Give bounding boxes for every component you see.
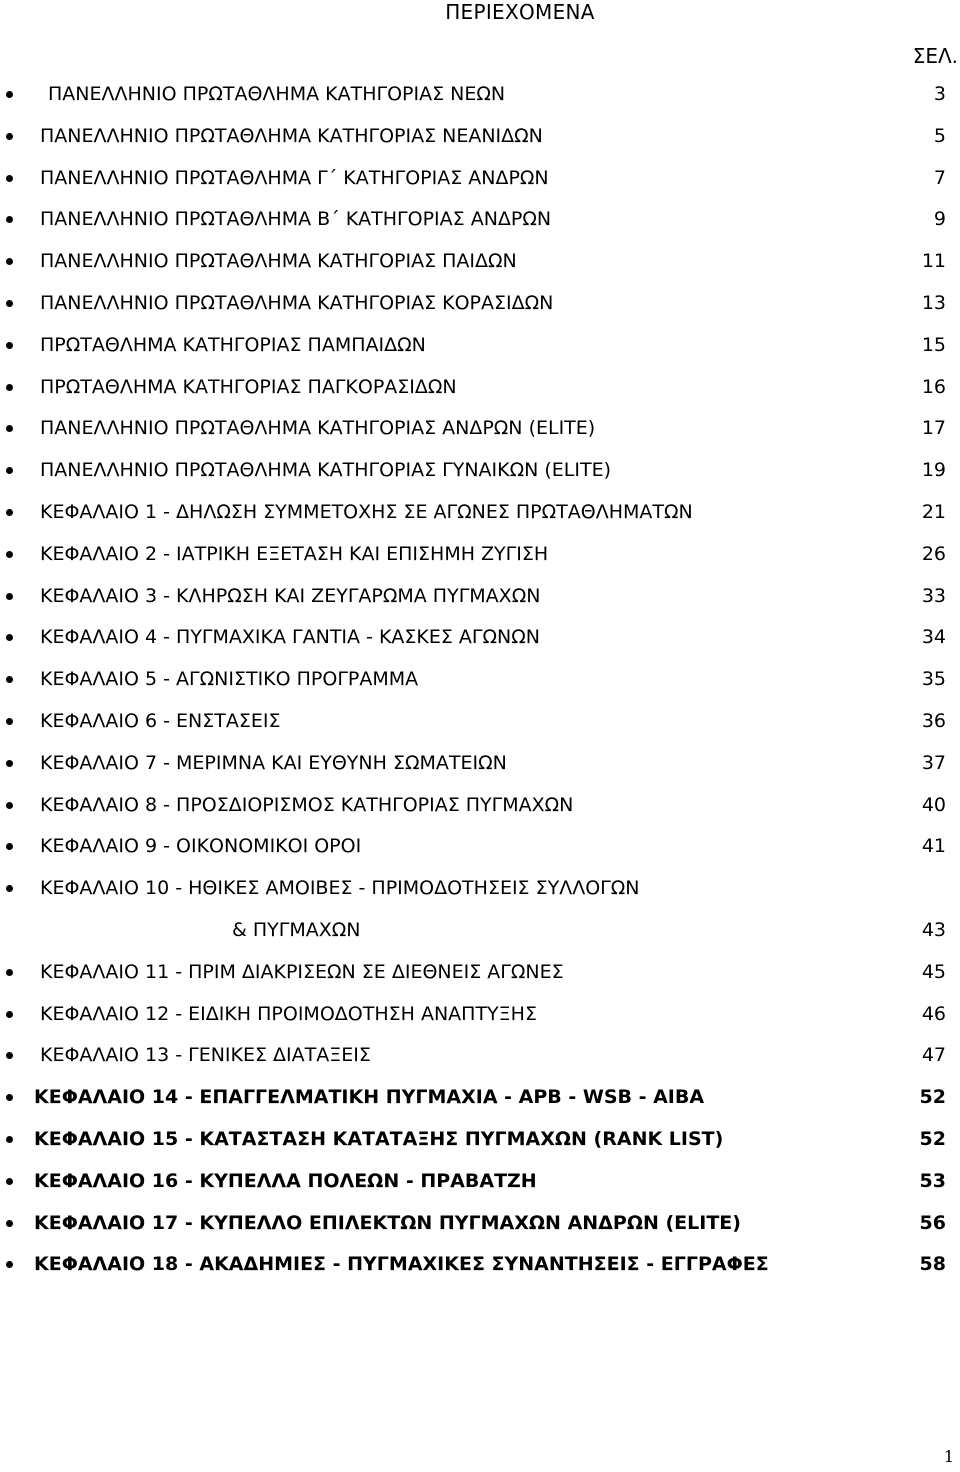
toc-entry-page-number: 11 xyxy=(921,250,946,273)
toc-entry-page-number: 26 xyxy=(921,542,946,565)
toc-entry xyxy=(0,1252,960,1294)
toc-entry-page-number: 33 xyxy=(921,584,946,607)
bullet-icon xyxy=(6,593,13,600)
toc-entry xyxy=(0,166,960,208)
toc-entry-title: ΠΑΝΕΛΛΗΝΙΟ ΠΡΩΤΑΘΛΗΜΑ ΚΑΤΗΓΟΡΙΑΣ ΝΕΩΝ xyxy=(48,83,506,105)
toc-entry xyxy=(0,584,960,626)
toc-entry-title: ΠΑΝΕΛΛΗΝΙΟ ΠΡΩΤΑΘΛΗΜΑ ΚΑΤΗΓΟΡΙΑΣ ΓΥΝΑΙΚΩΝ (ELITE) xyxy=(40,459,611,482)
bullet-icon xyxy=(6,718,13,725)
toc-entry xyxy=(0,1211,960,1253)
toc-entry-page-number: 37 xyxy=(921,751,946,774)
bullet-icon xyxy=(6,760,13,767)
bullet-icon xyxy=(6,1011,13,1018)
toc-entry-title: ΠΑΝΕΛΛΗΝΙΟ ΠΡΩΤΑΘΛΗΜΑ ΚΑΤΗΓΟΡΙΑΣ ΚΟΡΑΣΙΔΩΝ xyxy=(40,291,554,314)
toc-entry-title: ΚΕΦΑΛΑΙΟ 9 - ΟΙΚΟΝΟΜΙΚΟΙ ΟΡΟΙ xyxy=(40,835,362,858)
toc-entry-page-number: 5 xyxy=(933,124,946,147)
toc-entry-page-number: 56 xyxy=(919,1211,946,1234)
table-of-contents xyxy=(0,82,960,1294)
toc-entry-page-number: 19 xyxy=(921,459,946,482)
toc-entry-page-number: 58 xyxy=(919,1253,946,1276)
toc-entry-title: ΠΑΝΕΛΛΗΝΙΟ ΠΡΩΤΑΘΛΗΜΑ ΚΑΤΗΓΟΡΙΑΣ ΑΝΔΡΩΝ (ELITE) xyxy=(40,417,596,440)
toc-entry-title: ΚΕΦΑΛΑΙΟ 7 - ΜΕΡΙΜΝΑ ΚΑΙ ΕΥΘΥΝΗ ΣΩΜΑΤΕΙΩΝ xyxy=(40,751,507,774)
bullet-icon xyxy=(6,175,13,182)
page-column-header: ΣΕΛ. xyxy=(912,44,958,68)
toc-entry-title: ΚΕΦΑΛΑΙΟ 5 - ΑΓΩΝΙΣΤΙΚΟ ΠΡΟΓΡΑΜΜΑ xyxy=(40,668,419,691)
bullet-icon xyxy=(6,1220,13,1227)
bullet-icon xyxy=(6,1136,13,1143)
toc-entry xyxy=(0,1169,960,1211)
toc-entry xyxy=(0,793,960,835)
toc-entry-page-number: 17 xyxy=(921,417,946,440)
toc-entry-page-number: 21 xyxy=(921,500,946,523)
toc-entry-page-number: 45 xyxy=(921,960,946,983)
toc-entry-title: ΠΡΩΤΑΘΛΗΜΑ ΚΑΤΗΓΟΡΙΑΣ ΠΑΓΚΟΡΑΣΙΔΩΝ xyxy=(40,375,457,398)
toc-entry-page-number: 35 xyxy=(921,668,946,691)
toc-entry-page-number: 13 xyxy=(921,291,946,314)
toc-entry xyxy=(0,291,960,333)
toc-entry xyxy=(0,625,960,667)
bullet-icon xyxy=(6,969,13,976)
toc-entry-page-number: 47 xyxy=(921,1044,946,1067)
toc-entry xyxy=(0,667,960,709)
toc-entry-title: ΠΑΝΕΛΛΗΝΙΟ ΠΡΩΤΑΘΛΗΜΑ ΚΑΤΗΓΟΡΙΑΣ ΠΑΙΔΩΝ xyxy=(40,250,517,273)
toc-entry xyxy=(0,1085,960,1127)
bullet-icon xyxy=(6,216,13,223)
toc-entry-title: ΠΑΝΕΛΛΗΝΙΟ ΠΡΩΤΑΘΛΗΜΑ Β΄ ΚΑΤΗΓΟΡΙΑΣ ΑΝΔΡΩΝ xyxy=(40,208,552,231)
toc-entry-page-number: 43 xyxy=(921,919,946,942)
toc-entry xyxy=(0,207,960,249)
bullet-icon xyxy=(6,342,13,349)
toc-entry xyxy=(0,542,960,584)
toc-entry xyxy=(0,124,960,166)
toc-entry-title: ΚΕΦΑΛΑΙΟ 15 - ΚΑΤΑΣΤΑΣΗ ΚΑΤΑΤΑΞΗΣ ΠΥΓΜΑΧΩΝ (RANK LIST) xyxy=(34,1127,724,1150)
toc-entry-title: ΚΕΦΑΛΑΙΟ 1 - ΔΗΛΩΣΗ ΣΥΜΜΕΤΟΧΗΣ ΣΕ ΑΓΩΝΕΣ ΠΡΩΤΑΘΛΗΜΑΤΩΝ xyxy=(40,500,693,523)
toc-entry xyxy=(0,876,960,960)
toc-entry-title: ΚΕΦΑΛΑΙΟ 16 - ΚΥΠΕΛΛΑ ΠΟΛΕΩΝ - ΠΡΑΒΑΤΖΗ xyxy=(34,1169,537,1192)
toc-entry xyxy=(0,249,960,291)
toc-entry-title: ΠΑΝΕΛΛΗΝΙΟ ΠΡΩΤΑΘΛΗΜΑ Γ΄ ΚΑΤΗΓΟΡΙΑΣ ΑΝΔΡΩΝ xyxy=(40,166,549,189)
page-title: ΠΕΡΙΕΧΟΜΕΝΑ xyxy=(445,0,595,24)
toc-entry-page-number: 34 xyxy=(921,626,946,649)
toc-entry-page-number: 15 xyxy=(921,333,946,356)
toc-entry xyxy=(0,458,960,500)
toc-entry-page-number: 40 xyxy=(921,793,946,816)
bullet-icon xyxy=(6,843,13,850)
bullet-icon xyxy=(6,509,13,516)
toc-entry xyxy=(0,333,960,375)
bullet-icon xyxy=(6,425,13,432)
bullet-icon xyxy=(6,634,13,641)
toc-entry-title: ΚΕΦΑΛΑΙΟ 8 - ΠΡΟΣΔΙΟΡΙΣΜΟΣ ΚΑΤΗΓΟΡΙΑΣ ΠΥΓΜΑΧΩΝ xyxy=(40,793,574,816)
bullet-icon xyxy=(6,384,13,391)
toc-entry xyxy=(0,709,960,751)
bullet-icon xyxy=(6,258,13,265)
toc-entry-title: ΚΕΦΑΛΑΙΟ 3 - ΚΛΗΡΩΣΗ ΚΑΙ ΖΕΥΓΑΡΩΜΑ ΠΥΓΜΑΧΩΝ xyxy=(40,584,541,607)
toc-entry-title: ΚΕΦΑΛΑΙΟ 6 - ΕΝΣΤΑΣΕΙΣ xyxy=(40,709,281,732)
bullet-icon xyxy=(6,300,13,307)
toc-entry-page-number: 52 xyxy=(919,1086,946,1109)
bullet-icon xyxy=(6,1094,13,1101)
bullet-icon xyxy=(6,802,13,809)
toc-entry-title: ΚΕΦΑΛΑΙΟ 11 - ΠΡΙΜ ΔΙΑΚΡΙΣΕΩΝ ΣΕ ΔΙΕΘΝΕΙΣ ΑΓΩΝΕΣ xyxy=(40,960,564,983)
toc-entry-title: ΚΕΦΑΛΑΙΟ 18 - ΑΚΑΔΗΜΙΕΣ - ΠΥΓΜΑΧΙΚΕΣ ΣΥΝΑΝΤΗΣΕΙΣ - ΕΓΓΡΑΦΕΣ xyxy=(34,1253,769,1276)
toc-entry xyxy=(0,960,960,1002)
bullet-icon xyxy=(6,1178,13,1185)
bullet-icon xyxy=(6,91,13,98)
bullet-icon xyxy=(6,467,13,474)
toc-entry xyxy=(0,500,960,542)
footer-page-number: 1 xyxy=(943,1447,954,1466)
toc-entry xyxy=(0,1127,960,1169)
bullet-icon xyxy=(6,551,13,558)
toc-entry xyxy=(0,1002,960,1044)
toc-entry-page-number: 9 xyxy=(933,208,946,231)
toc-entry-title: ΚΕΦΑΛΑΙΟ 13 - ΓΕΝΙΚΕΣ ΔΙΑΤΑΞΕΙΣ xyxy=(40,1044,371,1067)
toc-entry-page-number: 7 xyxy=(933,166,946,189)
toc-entry xyxy=(0,751,960,793)
toc-entry-title: ΚΕΦΑΛΑΙΟ 17 - ΚΥΠΕΛΛΟ ΕΠΙΛΕΚΤΩΝ ΠΥΓΜΑΧΩΝ ΑΝΔΡΩΝ (ELITE) xyxy=(34,1211,741,1234)
toc-entry-title: ΠΡΩΤΑΘΛΗΜΑ ΚΑΤΗΓΟΡΙΑΣ ΠΑΜΠΑΙΔΩΝ xyxy=(40,333,426,356)
bullet-icon xyxy=(6,676,13,683)
toc-entry-title: ΚΕΦΑΛΑΙΟ 4 - ΠΥΓΜΑΧΙΚΑ ΓΑΝΤΙΑ - ΚΑΣΚΕΣ ΑΓΩΝΩΝ xyxy=(40,626,540,649)
toc-entry-title: ΠΑΝΕΛΛΗΝΙΟ ΠΡΩΤΑΘΛΗΜΑ ΚΑΤΗΓΟΡΙΑΣ ΝΕΑΝΙΔΩΝ xyxy=(40,124,543,147)
toc-entry xyxy=(0,82,960,124)
toc-entry xyxy=(0,375,960,417)
bullet-icon xyxy=(6,1052,13,1059)
toc-entry-title-continuation: & ΠΥΓΜΑΧΩΝ xyxy=(232,919,361,942)
toc-entry xyxy=(0,1043,960,1085)
toc-entry-page-number: 16 xyxy=(921,375,946,398)
bullet-icon xyxy=(6,1261,13,1268)
toc-entry-page-number: 52 xyxy=(919,1127,946,1150)
bullet-icon xyxy=(6,133,13,140)
toc-entry-page-number: 3 xyxy=(933,83,946,105)
toc-entry-title: ΚΕΦΑΛΑΙΟ 12 - ΕΙΔΙΚΗ ΠΡΟΙΜΟΔΟΤΗΣΗ ΑΝΑΠΤΥΞΗΣ xyxy=(40,1002,537,1025)
toc-entry-page-number: 53 xyxy=(919,1169,946,1192)
toc-entry-page-number: 46 xyxy=(921,1002,946,1025)
toc-entry-title: ΚΕΦΑΛΑΙΟ 2 - ΙΑΤΡΙΚΗ ΕΞΕΤΑΣΗ ΚΑΙ ΕΠΙΣΗΜΗ ΖΥΓΙΣΗ xyxy=(40,542,549,565)
toc-entry xyxy=(0,416,960,458)
toc-entry-page-number: 41 xyxy=(921,835,946,858)
bullet-icon xyxy=(6,885,13,892)
toc-entry-title: ΚΕΦΑΛΑΙΟ 10 - ΗΘΙΚΕΣ ΑΜΟΙΒΕΣ - ΠΡΙΜΟΔΟΤΗΣΕΙΣ ΣΥΛΛΟΓΩΝ xyxy=(40,877,640,900)
toc-entry-title: ΚΕΦΑΛΑΙΟ 14 - ΕΠΑΓΓΕΛΜΑΤΙΚΗ ΠΥΓΜΑΧΙΑ - APB - WSB - AIBA xyxy=(34,1086,705,1109)
toc-entry xyxy=(0,834,960,876)
toc-entry-page-number: 36 xyxy=(921,709,946,732)
